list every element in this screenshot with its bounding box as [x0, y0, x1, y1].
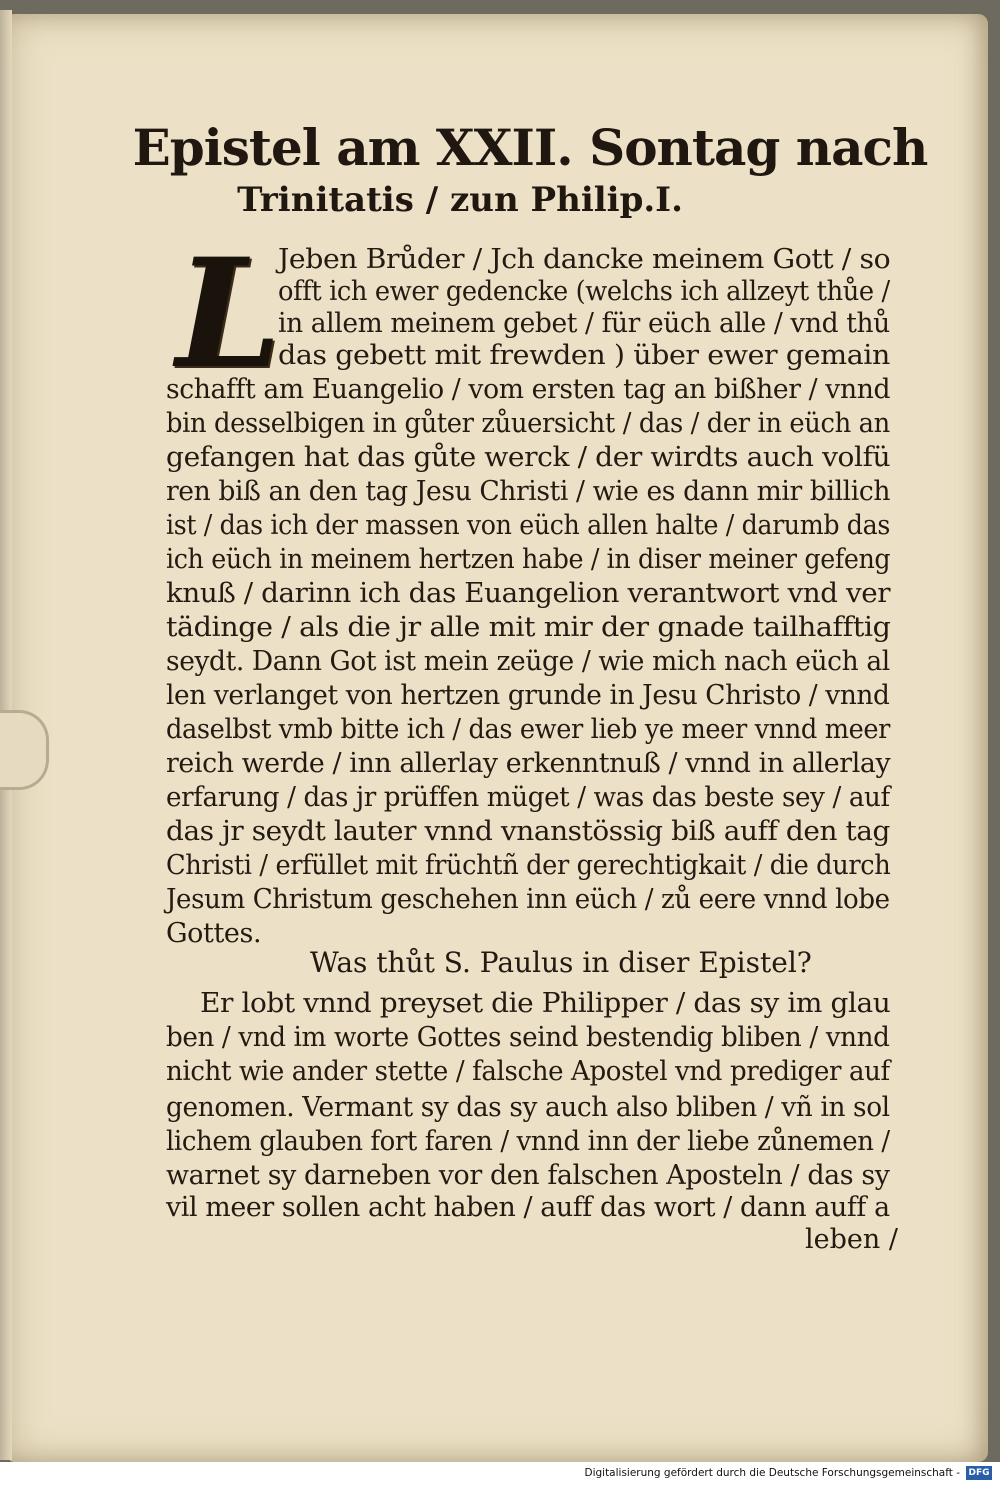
text-line: bin desselbigen in gůter zůuersicht / das / der in eüch an: [166, 408, 890, 439]
text-line: Jeben Brůder / Jch dancke meinem Gott / so: [278, 244, 891, 275]
footer-bar: [0, 1462, 1000, 1485]
drop-cap-initial: L: [176, 226, 282, 402]
book-clasp: [0, 710, 49, 790]
text-line: das gebett mit frewden ) über ewer gemain: [278, 340, 890, 371]
text-line: ben / vnd im worte Gottes seind bestendig bliben / vnnd: [166, 1022, 890, 1053]
text-line: seydt. Dann Got ist mein zeüge / wie mich nach eüch al: [166, 646, 890, 677]
text-line: genomen. Vermant sy das sy auch also bliben / vñ in sol: [166, 1092, 890, 1123]
text-line: daselbst vmb bitte ich / das ewer lieb ye meer vnnd meer: [166, 714, 891, 745]
page-title-line2: Trinitatis / zun Philip.I.: [237, 180, 683, 220]
text-line: erfarung / das jr prüffen müget / was das beste sey / auf: [166, 782, 890, 813]
text-line: schafft am Euangelio / vom ersten tag an bißher / vnnd: [166, 374, 891, 405]
text-line: tädinge / als die jr alle mit mir der gnade tailhafftig: [166, 612, 891, 643]
text-line: len verlanget von hertzen grunde in Jesu Christo / vnnd: [166, 680, 890, 711]
text-line: warnet sy darneben vor den falschen Aposteln / das sy: [166, 1160, 890, 1191]
catchword: leben /: [805, 1224, 898, 1255]
text-line: Christi / erfüllet mit früchtñ der gerechtigkait / die durch: [166, 850, 891, 881]
text-line: ich eüch in meinem hertzen habe / in diser meiner gefeng: [166, 544, 891, 575]
text-line: das jr seydt lauter vnnd vnanstössig biß auff den tag: [166, 816, 890, 847]
text-line: ist / das ich der massen von eüch allen halte / darumb das: [166, 510, 890, 541]
text-line: Er lobt vnnd preyset die Philipper / das sy im glau: [200, 988, 891, 1019]
section-heading: Was thůt S. Paulus in diser Epistel?: [310, 946, 812, 979]
text-line: knuß / darinn ich das Euangelion verantwort vnd ver: [166, 578, 891, 609]
text-line: lichem glauben fort faren / vnnd inn der liebe zůnemen /: [166, 1126, 890, 1157]
text-line: offt ich ewer gedencke (welchs ich allzeyt thůe /: [278, 276, 890, 307]
text-line: reich werde / inn allerlay erkenntnuß / vnnd in allerlay: [166, 748, 891, 779]
text-line: Jesum Christum geschehen inn eüch / zů eere vnnd lobe: [166, 884, 890, 915]
text-line: vil meer sollen acht haben / auff das wort / dann auff a: [166, 1192, 890, 1223]
dfg-logo[interactable]: DFG: [966, 1466, 992, 1480]
text-line: ren biß an den tag Jesu Christi / wie es dann mir billich: [166, 476, 891, 507]
text-line: nicht wie ander stette / falsche Apostel vnd prediger auf: [166, 1056, 890, 1087]
text-line: gefangen hat das gůte werck / der wirdts auch volfü: [166, 442, 891, 473]
page-title-line1: Epistel am XXII. Sontag nach: [132, 118, 928, 177]
funding-credit: Digitalisierung gefördert durch die Deutsche Forschungsgemeinschaft -: [584, 1467, 960, 1479]
text-line: Gottes.: [166, 918, 262, 949]
text-line: in allem meinem gebet / für eüch alle / vnd thů: [278, 308, 890, 339]
